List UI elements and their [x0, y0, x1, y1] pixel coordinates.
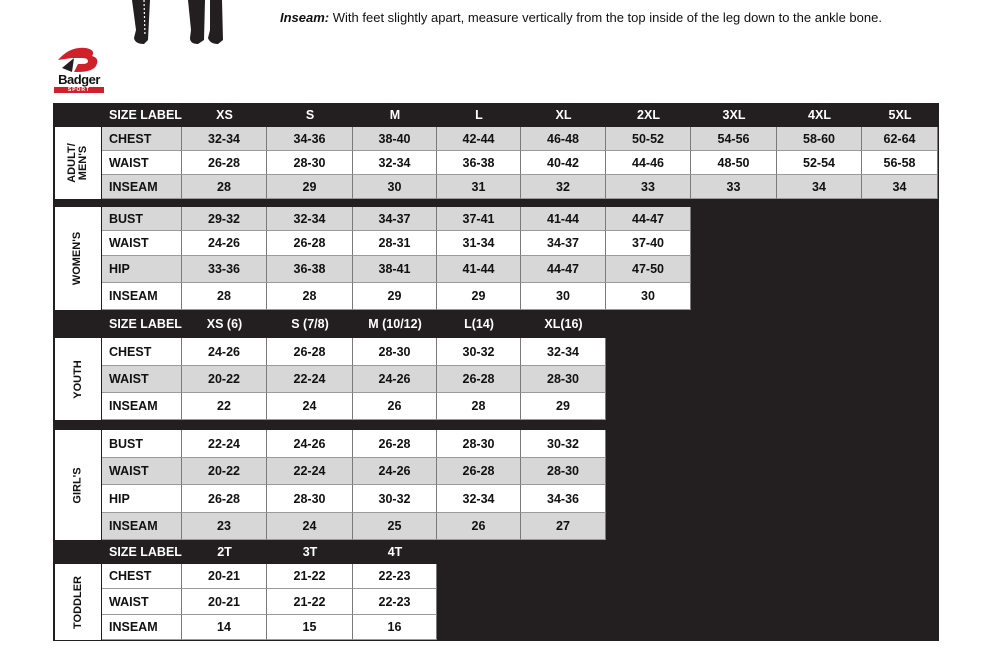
adult-mens-section-label	[55, 127, 101, 199]
badger-logo	[52, 44, 106, 94]
womens-row-bust-col-6: 44-47	[606, 207, 691, 231]
toddler-row-chest-label: CHEST	[102, 564, 182, 589]
adult-mens-row-inseam-col-9: 34	[862, 175, 938, 199]
womens-row-inseam-col-1: 28	[182, 283, 267, 310]
adult-mens-row-waist-col-4: 36-38	[437, 151, 521, 175]
logo-sub: SPORT	[54, 87, 104, 93]
adult-mens-row-chest-label: CHEST	[102, 127, 182, 151]
adult-mens-row-inseam-col-1: 28	[182, 175, 267, 199]
size-chart	[53, 103, 939, 641]
girls-row-inseam-col-4: 26	[437, 513, 521, 540]
adult-mens-row-waist-col-3: 32-34	[353, 151, 437, 175]
adult-mens-header-col-8: 4XL	[808, 108, 831, 122]
womens-row-hip-col-4: 41-44	[437, 256, 521, 283]
girls-row-bust-col-4: 28-30	[437, 430, 521, 458]
womens-row-bust-col-2: 32-34	[267, 207, 353, 231]
girls-row-bust-col-3: 26-28	[353, 430, 437, 458]
womens-section-label	[55, 207, 101, 310]
inseam-term: Inseam:	[280, 10, 330, 25]
womens-row-hip-label: HIP	[102, 256, 182, 283]
girls-section-label	[55, 430, 101, 540]
youth-row-waist-col-1: 20-22	[182, 366, 267, 393]
adult-mens-row-chest-col-7: 54-56	[691, 127, 777, 151]
adult-mens-header-col-2: S	[305, 108, 315, 122]
youth-header-col-4: L(14)	[464, 317, 494, 331]
adult-mens-row-waist-col-1: 26-28	[182, 151, 267, 175]
youth-header-col-1: XS (6)	[206, 317, 243, 331]
womens-row-waist-label: WAIST	[102, 231, 182, 256]
adult-mens-row-chest-col-2: 34-36	[267, 127, 353, 151]
youth-row-chest-col-5: 32-34	[521, 338, 606, 366]
youth-row-inseam-col-2: 24	[267, 393, 353, 420]
toddler-header-col-3: 4T	[387, 545, 403, 559]
youth-row-chest-label: CHEST	[102, 338, 182, 366]
girls-row-bust-label: BUST	[102, 430, 182, 458]
youth-row-waist-col-5: 28-30	[521, 366, 606, 393]
adult-mens-header-col-3: M	[389, 108, 401, 122]
youth-section-label	[55, 338, 101, 420]
youth-row-waist-col-3: 24-26	[353, 366, 437, 393]
youth-row-chest-col-1: 24-26	[182, 338, 267, 366]
youth-row-chest-col-3: 28-30	[353, 338, 437, 366]
toddler-row-waist-col-1: 20-21	[182, 589, 267, 615]
toddler-header-col-2: 3T	[302, 545, 318, 559]
womens-row-inseam-col-6: 30	[606, 283, 691, 310]
toddler-row-waist-col-2: 21-22	[267, 589, 353, 615]
adult-mens-row-waist-col-6: 44-46	[606, 151, 691, 175]
girls-row-inseam-col-5: 27	[521, 513, 606, 540]
girls-row-bust-col-1: 22-24	[182, 430, 267, 458]
youth-section-text: YOUTH	[71, 359, 84, 399]
toddler-section-text: TODDLER	[71, 575, 84, 629]
toddler-row-inseam-label: INSEAM	[102, 615, 182, 640]
youth-row-inseam-col-4: 28	[437, 393, 521, 420]
youth-row-inseam-col-3: 26	[353, 393, 437, 420]
adult-mens-row-inseam-col-4: 31	[437, 175, 521, 199]
girls-row-bust-col-5: 30-32	[521, 430, 606, 458]
adult-mens-row-inseam-col-2: 29	[267, 175, 353, 199]
youth-header-col-5: XL(16)	[544, 317, 583, 331]
girls-row-hip-col-1: 26-28	[182, 485, 267, 513]
toddler-row-waist-label: WAIST	[102, 589, 182, 615]
girls-row-hip-label: HIP	[102, 485, 182, 513]
womens-row-inseam-col-2: 28	[267, 283, 353, 310]
badger-b-mark-icon	[52, 44, 106, 74]
adult-mens-header-col-9: 5XL	[888, 108, 912, 122]
adult-mens-row-waist-col-7: 48-50	[691, 151, 777, 175]
girls-row-waist-col-5: 28-30	[521, 458, 606, 485]
adult-mens-row-waist-col-8: 52-54	[777, 151, 862, 175]
girls-row-hip-col-3: 30-32	[353, 485, 437, 513]
toddler-section-label	[55, 564, 101, 640]
womens-row-hip-col-6: 47-50	[606, 256, 691, 283]
adult-mens-row-waist-col-9: 56-58	[862, 151, 938, 175]
inseam-description: With feet slightly apart, measure vertically from the top inside of the leg down to the ankle bone.	[332, 10, 882, 25]
womens-row-waist-col-2: 26-28	[267, 231, 353, 256]
womens-row-inseam-col-3: 29	[353, 283, 437, 310]
adult-mens-row-chest-col-6: 50-52	[606, 127, 691, 151]
logo-wordmark: Badger	[58, 72, 100, 87]
toddler-row-chest-col-2: 21-22	[267, 564, 353, 589]
youth-row-inseam-label: INSEAM	[102, 393, 182, 420]
adult-mens-row-inseam-col-5: 32	[521, 175, 606, 199]
adult-mens-header-size-label: SIZE LABEL	[109, 108, 182, 122]
womens-row-waist-col-1: 24-26	[182, 231, 267, 256]
adult-mens-row-inseam-col-6: 33	[606, 175, 691, 199]
womens-row-waist-col-4: 31-34	[437, 231, 521, 256]
womens-row-hip-col-5: 44-47	[521, 256, 606, 283]
girls-row-inseam-col-3: 25	[353, 513, 437, 540]
womens-row-hip-col-2: 36-38	[267, 256, 353, 283]
toddler-row-inseam-col-1: 14	[182, 615, 267, 640]
youth-row-chest-col-4: 30-32	[437, 338, 521, 366]
adult-mens-row-chest-col-8: 58-60	[777, 127, 862, 151]
youth-row-waist-col-2: 22-24	[267, 366, 353, 393]
adult-mens-header-col-7: 3XL	[722, 108, 746, 122]
adult-mens-row-chest-col-5: 46-48	[521, 127, 606, 151]
girls-row-inseam-col-2: 24	[267, 513, 353, 540]
adult-mens-header-col-6: 2XL	[637, 108, 660, 122]
girls-row-hip-col-4: 32-34	[437, 485, 521, 513]
adult-mens-row-chest-col-3: 38-40	[353, 127, 437, 151]
youth-row-waist-label: WAIST	[102, 366, 182, 393]
adult-mens-header-col-4: L	[475, 108, 483, 122]
youth-row-inseam-col-1: 22	[182, 393, 267, 420]
adult-mens-row-inseam-label: INSEAM	[102, 175, 182, 199]
womens-row-inseam-col-4: 29	[437, 283, 521, 310]
girls-section-text: GIRL'S	[71, 466, 84, 504]
womens-row-waist-col-3: 28-31	[353, 231, 437, 256]
girls-row-waist-col-4: 26-28	[437, 458, 521, 485]
girls-row-hip-col-2: 28-30	[267, 485, 353, 513]
womens-row-bust-col-5: 41-44	[521, 207, 606, 231]
adult-mens-row-waist-col-5: 40-42	[521, 151, 606, 175]
adult-mens-row-inseam-col-7: 33	[691, 175, 777, 199]
adult-mens-section-text: ADULT/ MEN'S	[65, 143, 89, 183]
womens-row-inseam-label: INSEAM	[102, 283, 182, 310]
youth-header-size-label: SIZE LABEL	[109, 317, 182, 331]
womens-row-inseam-col-5: 30	[521, 283, 606, 310]
toddler-header-size-label: SIZE LABEL	[109, 545, 182, 559]
womens-section-text: WOMEN'S	[71, 231, 84, 286]
girls-row-waist-col-2: 22-24	[267, 458, 353, 485]
adult-mens-row-chest-col-9: 62-64	[862, 127, 938, 151]
toddler-row-chest-col-3: 22-23	[353, 564, 437, 589]
adult-mens-row-chest-col-4: 42-44	[437, 127, 521, 151]
youth-header-col-3: M (10/12)	[368, 317, 422, 331]
girls-row-inseam-col-1: 23	[182, 513, 267, 540]
legs-illustration	[128, 0, 228, 48]
adult-mens-row-inseam-col-3: 30	[353, 175, 437, 199]
womens-row-hip-col-1: 33-36	[182, 256, 267, 283]
girls-row-hip-col-5: 34-36	[521, 485, 606, 513]
toddler-header-col-1: 2T	[217, 545, 232, 559]
girls-row-inseam-label: INSEAM	[102, 513, 182, 540]
inseam-instruction	[280, 10, 882, 25]
youth-row-chest-col-2: 26-28	[267, 338, 353, 366]
toddler-row-waist-col-3: 22-23	[353, 589, 437, 615]
youth-row-inseam-col-5: 29	[521, 393, 606, 420]
toddler-row-inseam-col-2: 15	[267, 615, 353, 640]
girls-row-waist-col-1: 20-22	[182, 458, 267, 485]
adult-mens-row-inseam-col-8: 34	[777, 175, 862, 199]
girls-row-waist-label: WAIST	[102, 458, 182, 485]
adult-mens-row-waist-label: WAIST	[102, 151, 182, 175]
womens-row-bust-col-4: 37-41	[437, 207, 521, 231]
youth-row-waist-col-4: 26-28	[437, 366, 521, 393]
toddler-row-inseam-col-3: 16	[353, 615, 437, 640]
womens-row-bust-col-1: 29-32	[182, 207, 267, 231]
womens-row-bust-col-3: 34-37	[353, 207, 437, 231]
youth-header-col-2: S (7/8)	[291, 317, 329, 331]
womens-row-waist-col-5: 34-37	[521, 231, 606, 256]
girls-row-bust-col-2: 24-26	[267, 430, 353, 458]
girls-row-waist-col-3: 24-26	[353, 458, 437, 485]
womens-row-bust-label: BUST	[102, 207, 182, 231]
adult-mens-header-col-5: XL	[555, 108, 572, 122]
womens-row-waist-col-6: 37-40	[606, 231, 691, 256]
womens-row-hip-col-3: 38-41	[353, 256, 437, 283]
adult-mens-header-col-1: XS	[216, 108, 233, 122]
adult-mens-row-chest-col-1: 32-34	[182, 127, 267, 151]
toddler-row-chest-col-1: 20-21	[182, 564, 267, 589]
adult-mens-row-waist-col-2: 28-30	[267, 151, 353, 175]
